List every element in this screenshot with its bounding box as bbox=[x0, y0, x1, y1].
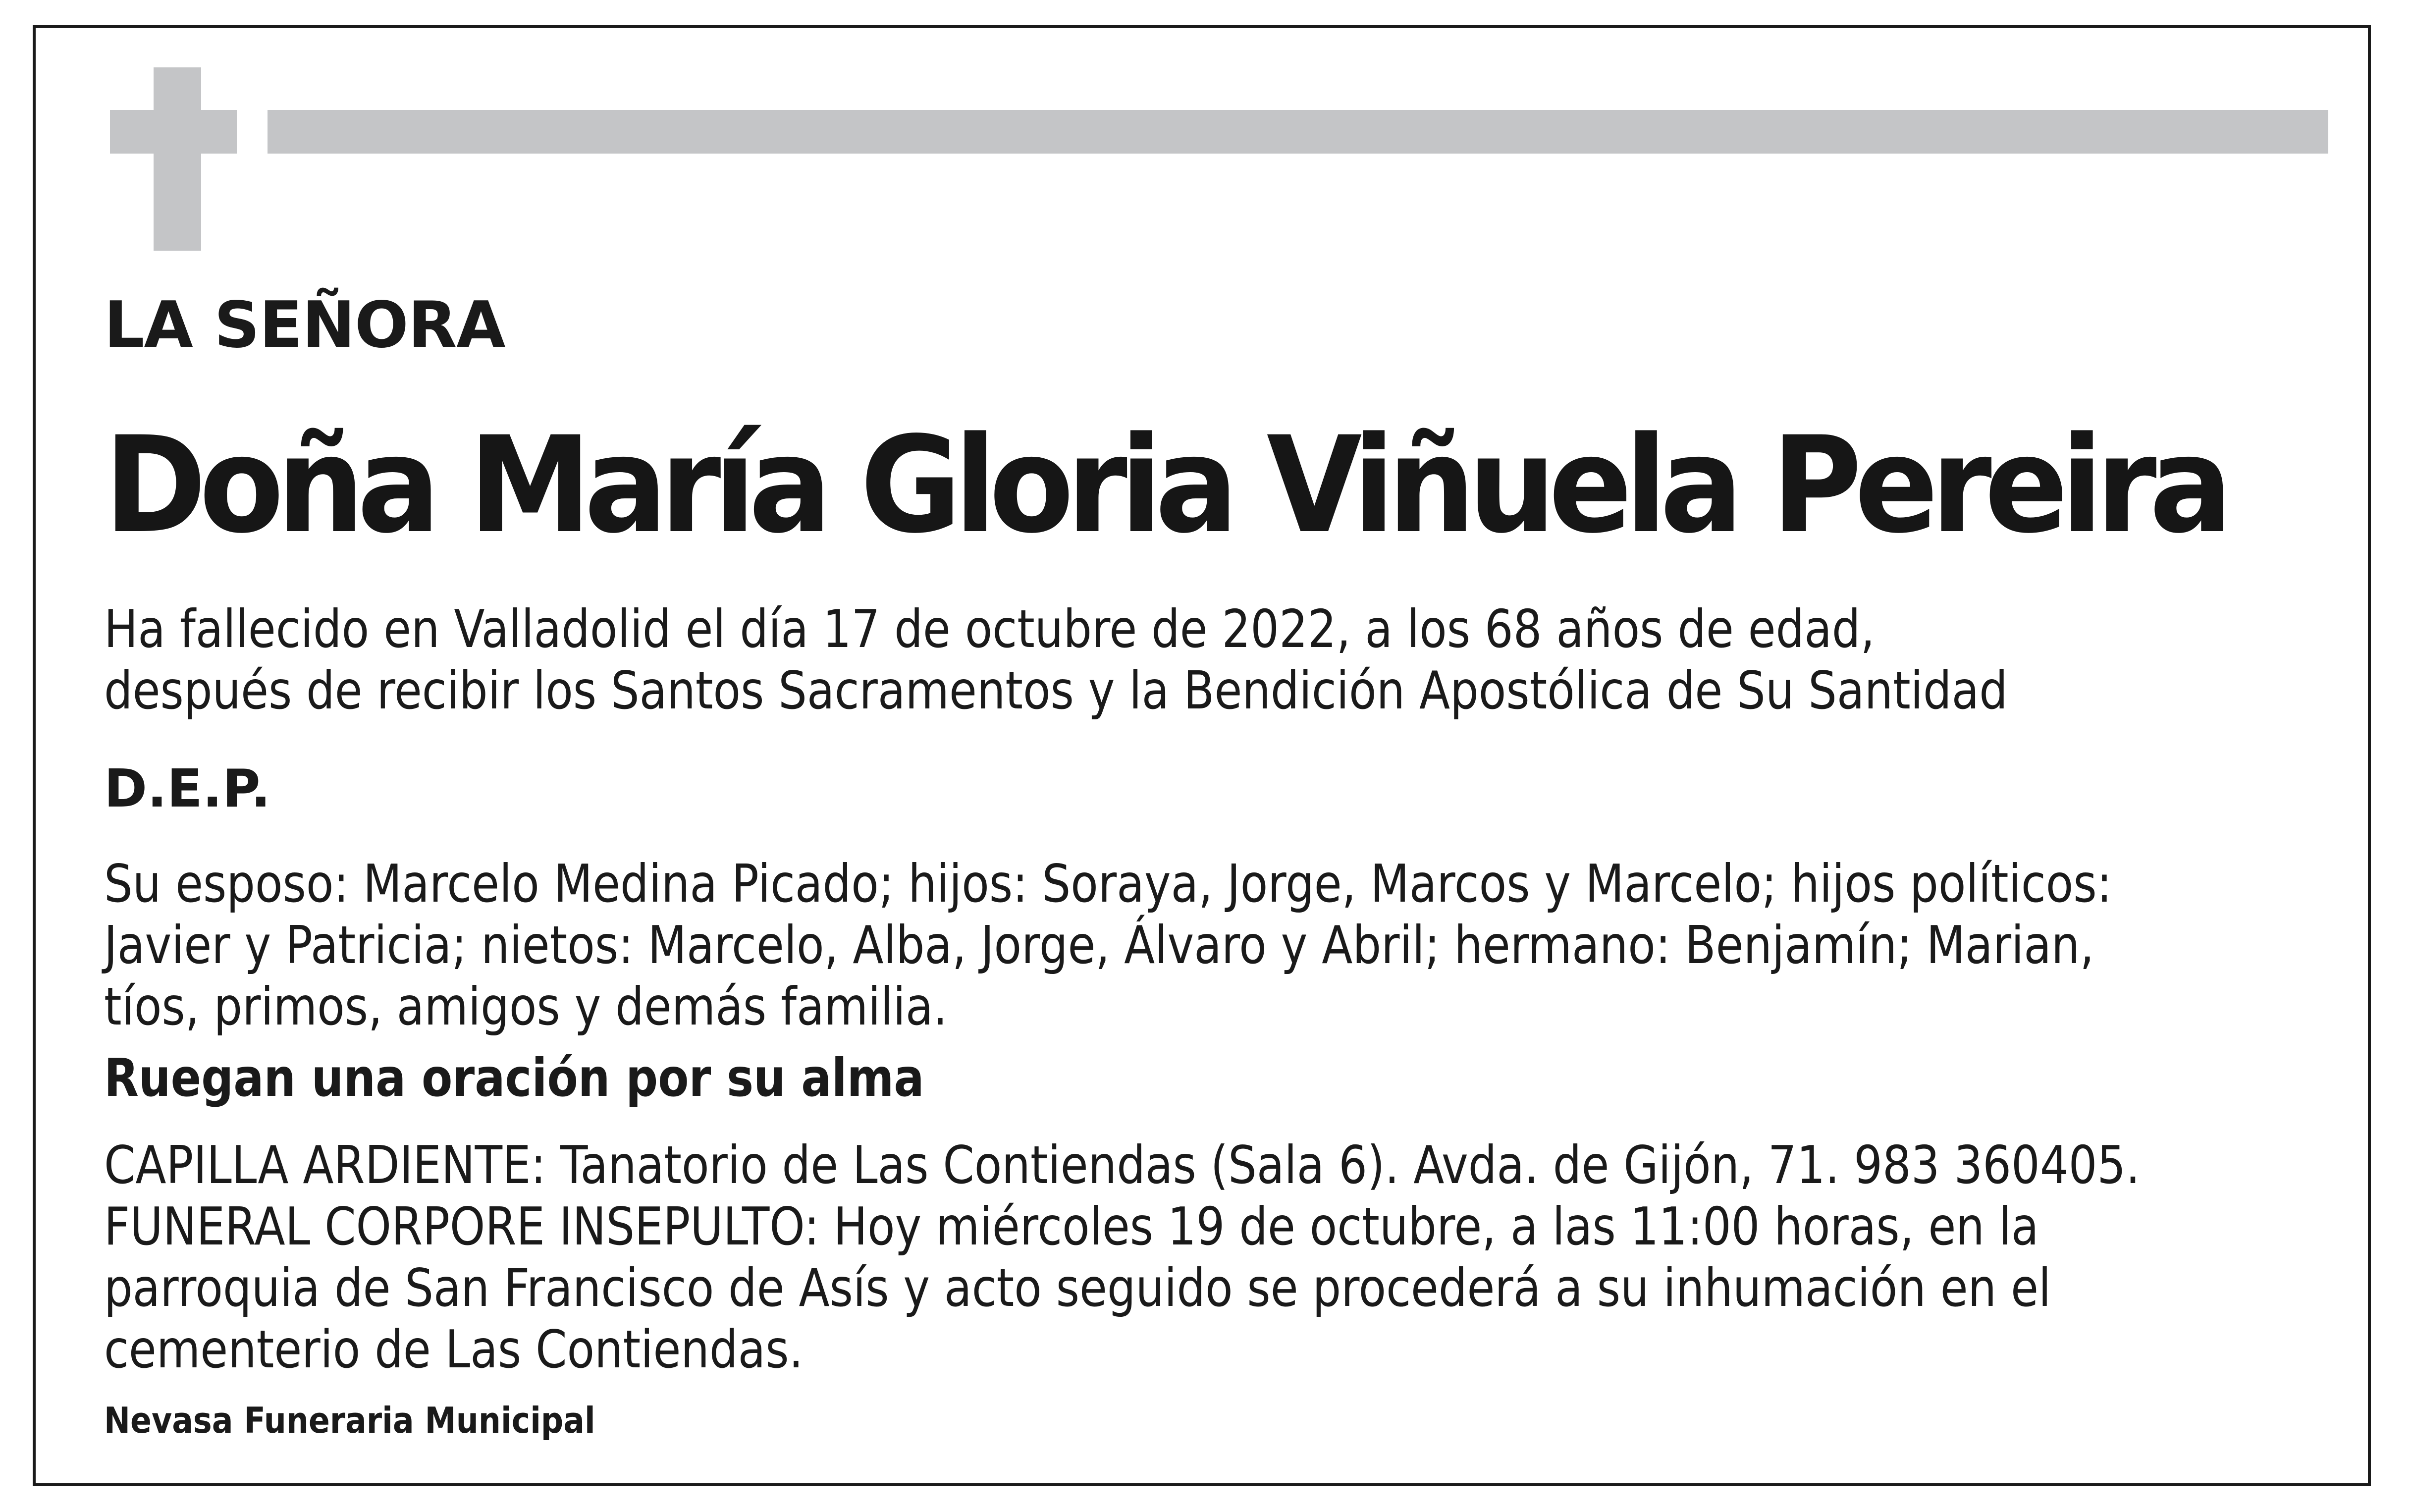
cross-icon-arm bbox=[110, 110, 237, 154]
death-notice-line: después de recibir los Santos Sacramentos y la Bendición Apostólica de Su Santidad bbox=[104, 660, 2008, 721]
funeral-home: Nevasa Funeraria Municipal bbox=[104, 1400, 595, 1441]
ceremony-line: cementerio de Las Contiendas. bbox=[104, 1319, 804, 1380]
family-line: Javier y Patricia; nietos: Marcelo, Alba, Jorge, Álvaro y Abril; hermano: Benjamín; Marian, bbox=[104, 915, 2094, 975]
deceased-name: Doña María Gloria Viñuela Pereira bbox=[104, 408, 2226, 563]
prayer-request: Ruegan una oración por su alma bbox=[104, 1048, 924, 1108]
death-notice-line: Ha fallecido en Valladolid el día 17 de octubre de 2022, a los 68 años de edad, bbox=[104, 599, 1875, 659]
ceremony-line: FUNERAL CORPORE INSEPULTO: Hoy miércoles 19 de octubre, a las 11:00 horas, en la bbox=[104, 1196, 2039, 1257]
cross-icon bbox=[154, 67, 201, 251]
family-line: Su esposo: Marcelo Medina Picado; hijos: Soraya, Jorge, Marcos y Marcelo; hijos políticos: bbox=[104, 854, 2112, 914]
dep-text: D.E.P. bbox=[104, 758, 271, 819]
ceremony-line: parroquia de San Francisco de Asís y acto seguido se procederá a su inhumación en el bbox=[104, 1258, 2051, 1318]
header-rule bbox=[268, 110, 2328, 154]
honorific: LA SEÑORA bbox=[104, 288, 505, 362]
ceremony-line: CAPILLA ARDIENTE: Tanatorio de Las Contiendas (Sala 6). Avda. de Gijón, 71. 983 360405. bbox=[104, 1135, 2141, 1195]
family-line: tíos, primos, amigos y demás familia. bbox=[104, 976, 948, 1037]
